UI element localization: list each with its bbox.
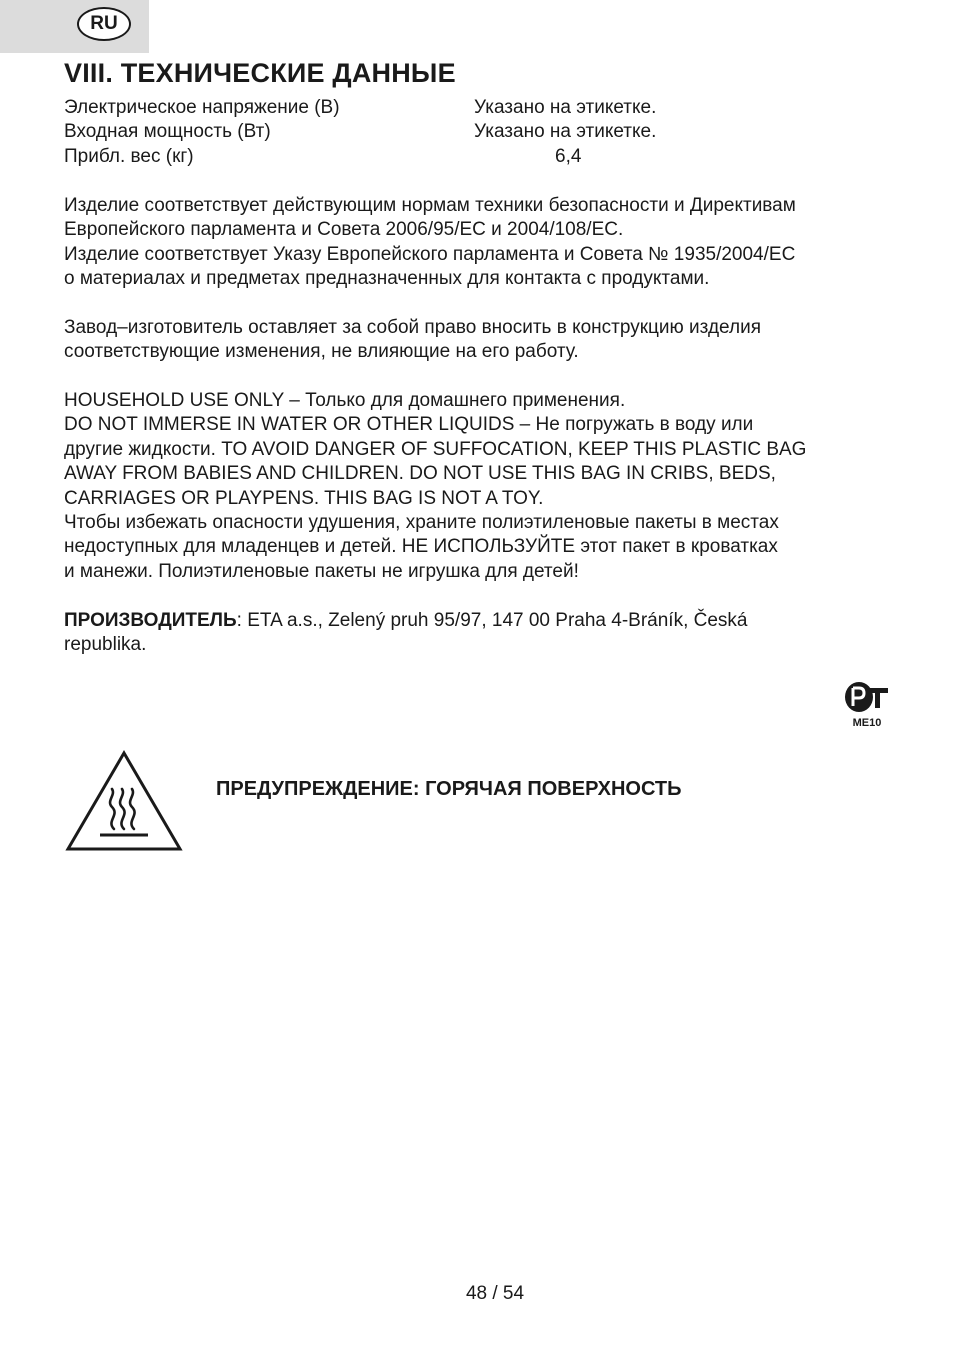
producer-address: : ETA a.s., Zelený pruh 95/97, 147 00 Praha 4-Bráník, Česká (236, 610, 748, 631)
language-tab (0, 0, 149, 53)
page-title: VIII. ТЕХНИЧЕСКИЕ ДАННЫЕ (64, 58, 456, 88)
text-line: другие жидкости. TO AVOID DANGER OF SUFFOCATION, KEEP THIS PLASTIC BAG (64, 438, 807, 460)
text-line: о материалах и предметах предназначенных для контакта с продуктами. (64, 268, 710, 290)
text-line: CARRIAGES OR PLAYPENS. THIS BAG IS NOT A TOY. (64, 487, 544, 509)
spec-value: Указано на этикетке. (474, 97, 657, 118)
spec-value: Указано на этикетке. (474, 121, 657, 142)
text-line: AWAY FROM BABIES AND CHILDREN. DO NOT USE THIS BAG IN CRIBS, BEDS, (64, 463, 776, 485)
text-line: HOUSEHOLD USE ONLY – Только для домашнего применения. (64, 390, 626, 411)
manufacturer-rights-paragraph (64, 316, 894, 365)
text-line: недоступных для младенцев и детей. НЕ ИСПОЛЬЗУЙТЕ этот пакет в кроватках (64, 536, 778, 558)
conformity-paragraph (64, 194, 894, 292)
spec-label: Прибл. вес (кг) (64, 146, 194, 167)
producer-paragraph (64, 609, 894, 658)
producer-label: ПРОИЗВОДИТЕЛЬ (64, 610, 237, 631)
text-line: Европейского парламента и Совета 2006/95/ЕС и 2004/108/ЕС. (64, 219, 624, 241)
spec-label: Входная мощность (Вт) (64, 121, 271, 142)
spec-value: 6,4 (555, 146, 582, 167)
text-line: Завод–изготовитель оставляет за собой право вносить в конструкцию изделия (64, 317, 761, 338)
text-line: Чтобы избежать опасности удушения, храните полиэтиленовые пакеты в местах (64, 512, 779, 534)
text-line: и манежи. Полиэтиленовые пакеты не игрушка для детей! (64, 560, 579, 582)
spec-label: Электрическое напряжение (В) (64, 97, 340, 118)
pct-certification-mark-icon (842, 678, 892, 730)
text-line: Изделие соответствует действующим нормам техники безопасности и Директивам (64, 195, 796, 216)
text-line (64, 609, 894, 633)
text-line: Изделие соответствует Указу Европейского парламента и Совета № 1935/2004/ЕС (64, 243, 796, 265)
text-line: соответствующие изменения, не влияющие на его работу. (64, 341, 579, 363)
page-number: 48 / 54 (465, 1283, 525, 1304)
hot-surface-warning-text: ПРЕДУПРЕЖДЕНИЕ: ГОРЯЧАЯ ПОВЕРХНОСТЬ (216, 778, 682, 800)
language-badge: RU (77, 7, 131, 41)
safety-paragraph (64, 389, 894, 584)
text-line: republika. (64, 634, 147, 656)
cert-code: ME10 (852, 717, 882, 729)
text-line: DO NOT IMMERSE IN WATER OR OTHER LIQUIDS – Не погружать в воду или (64, 414, 754, 436)
hot-surface-warning-icon (64, 749, 184, 853)
